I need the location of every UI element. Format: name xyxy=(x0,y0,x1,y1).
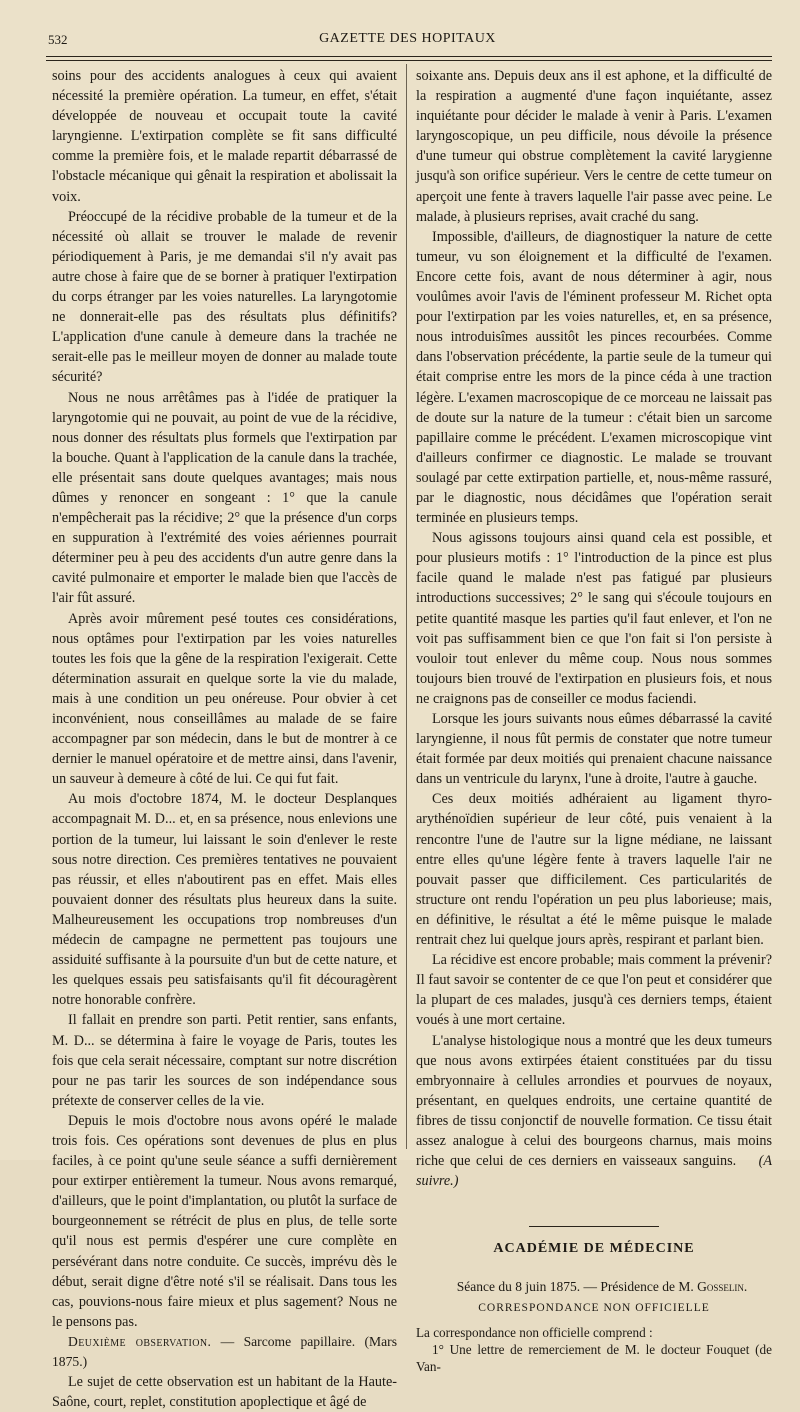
correspondance-line: 1° Une lettre de remerciement de M. le docteur Fouquet (de Van- xyxy=(416,1341,772,1374)
section-title: ACADÉMIE DE MÉDECINE xyxy=(493,1241,695,1257)
header-rule xyxy=(46,56,772,57)
paragraph-text: L'analyse histologique nous a montré que les deux tumeurs que nous avons extirpées étaient constituées par du tissu embryonnaire à cellules arrondies et pourvues de noyaux, présentant, en quelques endroits, une certaine quantité de fibres de tissu conjonctif de nouvelle formation. Ce tissu était assez analogue à celui des bourgeons charnus, mais moins riche que celui de ces derniers en vaisseaux sanguins. xyxy=(416,1032,772,1170)
observation-label: Deuxième observation. xyxy=(68,1333,212,1349)
column-divider xyxy=(406,64,407,1149)
section-separator xyxy=(416,1213,772,1233)
paragraph: Préoccupé de la récidive probable de la tumeur et de la nécessité où allait se trouver le malade de revenir périodiquement à Paris, je me demandai s'il n'y avait pas autre chose à faire que de se borner à pratiquer l'extirpation du corps étranger par les voies naturelles. La laryngotomie ne donnerait-elle pas des résultats plus définitifs? L'application d'une canule à demeure dans la trachée ne serait-elle pas le meilleur moyen de donner au malade toute sécurité? xyxy=(52,208,397,386)
paragraph xyxy=(416,1031,772,1192)
correspondance-heading: CORRESPONDANCE NON OFFICIELLE xyxy=(478,1301,710,1314)
seance-line xyxy=(416,1277,772,1297)
observation-heading xyxy=(52,1332,397,1372)
seance-text: Séance du 8 juin 1875. — Présidence de M. xyxy=(456,1279,698,1295)
a-suivre: (A suivre.) xyxy=(416,1153,772,1190)
page-header xyxy=(40,30,775,52)
header-rule-double xyxy=(46,60,772,61)
paragraph: Nous agissons toujours ainsi quand cela est possible, et pour plusieurs motifs : 1° l'introduction de la pince est plus facile quand le malade n'est pas fatigué par plusieurs introductions successives; 2° le sang qui s'écoule toujours en petite quantité masque les parties qu'il faut enlever, et l'on ne voit pas suffisamment bien ce que l'on fait si l'on persiste à vouloir tout enlever du même coup. Nous nous sommes toujours bien trouvé de l'extirpation en plusieurs fois, et nous ne craignons pas de conseiller ce modus faciendi. xyxy=(416,530,772,707)
paragraph: Lorsque les jours suivants nous eûmes débarrassé la cavité laryngienne, il nous fût permis de constater que notre tumeur était formée par deux moitiés qui prenaient chacune naissance dans un ventricule du larynx, l'une à droite, l'autre à gauche. xyxy=(416,711,772,788)
paragraph: soixante ans. Depuis deux ans il est aphone, et la difficulté de la respiration a augmenté d'une façon inquiétante, assez inquiétante pour décider le malade à venir à Paris. L'examen laryngoscopique, un peu difficile, nous dévoile la présence d'une tumeur qui obstrue complètement la cavité larygienne jusqu'à son orifice supérieur. Vers le centre de cette tumeur on aperçoit une fente à travers laquelle l'air passe avec peine. Le malade, à plusieurs reprises, avait craché du sang. xyxy=(416,68,772,225)
paragraph: Impossible, d'ailleurs, de diagnostiquer la nature de cette tumeur, vu son éloignement et la difficulté de l'examen. Encore cette fois, avant de nous déterminer à agir, nous voulûmes avoir l'avis de l'éminent professeur M. Richet opta pour l'extirpation par les voies naturelles, et, en sa présence, nous introduisîmes aussitôt les pinces recourbées. Comme dans l'observation précédente, la partie seule de la tumeur qui était comprise entre les mors de la pince céda à une traction légère. L'examen macroscopique de ce morceau ne laissait pas de doute sur la nature de la tumeur : c'était bien un sarcome papillaire comme le précédent. L'examen microscopique vint d'ailleurs confirmer ce diagnostic. Le malade se trouvant soulagé par cette extirpation partielle, et, nous-même rassuré, par le diagnostic, nous décidâmes que l'opération serait terminée en plusieurs temps. xyxy=(416,228,772,527)
paragraph: Il fallait en prendre son parti. Petit rentier, sans enfants, M. D... se détermina à faire le voyage de Paris, toutes les fois que cela serait nécessaire, comptant sur notre discrétion pour ne pas tarir les sources de son indépendance sous prétexte de conserver celles de la vie. xyxy=(52,1012,397,1109)
paragraph: Le sujet de cette observation est un habitant de la Haute-Saône, court, replet, constitution apoplectique et âgé de xyxy=(52,1374,397,1411)
left-column xyxy=(52,66,397,1412)
paragraph: Au mois d'octobre 1874, M. le docteur Desplanques accompagnait M. D... et, en sa présence, nous enlevions une portion de la tumeur, lui laissant le soin d'enlever le reste sous notre direction. Ces premières tentatives ne pouvaient pas réussir, et elles n'aboutirent pas en effet. Mais elles pouvaient donner des résultats plus heureux dans la suite. Malheureusement les occupations trop nombreuses d'un médecin de campagne ne permettent pas toujours une assiduité suffisante à la poursuite d'un but de cette nature, et les quelques essais peu satisfaisants qu'il fit découragèrent notre honorable confrère. xyxy=(52,791,397,1009)
paragraph: Après avoir mûrement pesé toutes ces considérations, nous optâmes pour l'extirpation par les voies naturelles toutes les fois que la gêne de la respiration l'exigerait. Cette détermination assurait en quelque sorte la vie du malade, mais à une condition un peu onéreuse. Pour obvier à cet inconvénient, nous conseillâmes au malade de se faire accompagner par son médecin, dans le but de montrer à ce dernier le manuel opératoire et de mettre ainsi, dans l'avenir, un sauveur à demeure à côté de lui. Ce qui fut fait. xyxy=(52,610,397,788)
paragraph: Depuis le mois d'octobre nous avons opéré le malade trois fois. Ces opérations sont devenues de plus en plus faciles, à ce point qu'une seule séance a suffi dernièrement pour extirper entièrement la tumeur. Nous avons remarqué, d'ailleurs, que le point d'implantation, ou plutôt la surface de bourgeonnement se rétrécit de plus en plus, de telle sorte qu'il nous est permis d'espérer une cure complète en persévérant dans notre conduite. Ce succès, imprévu dès le début, serait digne d'être noté s'il se réalisait. Dans tous les cas, pouvions-nous faire mieux et plus sagement? Nous ne le pensons pas. xyxy=(52,1112,397,1330)
right-column xyxy=(416,66,772,1375)
correspondance-line: La correspondance non officielle comprend : xyxy=(416,1324,653,1340)
page-number: 532 xyxy=(48,32,68,47)
paragraph: Ces deux moitiés adhéraient au ligament thyro-arythénoïdien supérieur de leur côté, puis venaient à la rencontre l'une de l'autre sur la ligne médiane, ne laissant entre elles qu'une légère fente à travers laquelle l'air ne pouvait passer que difficilement. Ces particularités de structure ont rendu l'opération un peu plus laborieuse; mais, en définitive, le résultat a été le même puisque le malade rentrait chez lui quelque jours après, respirant et parlant bien. xyxy=(416,791,772,949)
paragraph: Nous ne nous arrêtâmes pas à l'idée de pratiquer la laryngotomie qui ne pouvait, au point de vue de la récidive, nous donner des résultats plus formels que l'extirpation par la bouche. Quant à l'application de la canule dans la trachée, elle présentait sans doute quelques avantages; mais nous dûmes y renoncer en songeant : 1° que la canule n'empêcherait pas la récidive; 2° que la présence d'un corps en suppuration à l'extrémité des voies aériennes pourrait déterminer peu à peu des accidents d'un autre genre dans la cavité pulmonaire et emporter le malade bien que l'accès de l'air fût assuré. xyxy=(52,389,397,607)
paragraph: La récidive est encore probable; mais comment la prévenir? Il faut savoir se contenter de ce que l'on peut et considérer que la plupart de ces malades, jusqu'à ces derniers temps, étaient voués à une mort certaine. xyxy=(416,952,772,1029)
seance-president: Gosselin. xyxy=(697,1279,748,1295)
paragraph: soins pour des accidents analogues à ceux qui avaient nécessité la première opération. La tumeur, en effet, s'était développée de nouveau et occupait toute la cavité laryngienne. L'extirpation complète se fit sans difficulté comme la première fois, et le malade repartit débarrassé de l'obstacle mécanique qui gênait la respiration et abolissait la voix. xyxy=(52,68,397,205)
journal-title: GAZETTE DES HOPITAUX xyxy=(319,31,496,46)
observation-title: — Sarcome papillaire. (Mars 1875.) xyxy=(52,1333,397,1369)
